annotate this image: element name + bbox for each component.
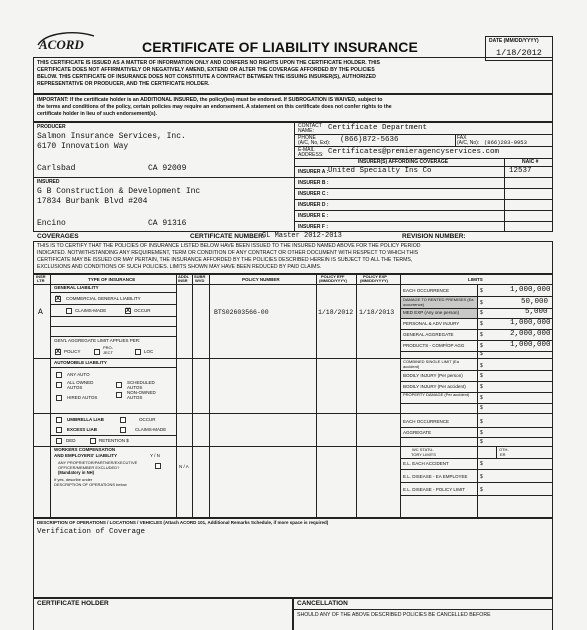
umbrella-claims-checkbox[interactable] [120, 427, 126, 433]
disclaimer-line-3: BELOW. THIS CERTIFICATE OF INSURANCE DOES NOT CONSTITUTE A CONTRACT BETWEEN THE ISSUING INSURER(S), AUTHORIZED [37, 74, 376, 80]
gl-policy-opt: POLICY [64, 349, 81, 354]
gl-eff-date: 1/18/2012 [318, 309, 354, 316]
email-label-1: E-MAIL [298, 147, 315, 153]
acord-logo [36, 30, 98, 52]
non-owned-checkbox[interactable] [116, 392, 122, 398]
auto-scheduled: SCHEDULED AUTOS [127, 380, 155, 390]
all-owned-checkbox[interactable] [56, 382, 62, 388]
col-limits: LIMITS [468, 277, 483, 282]
insurer-f-label: INSURER F : [298, 224, 328, 230]
gl-insr-ltr: A [38, 308, 43, 317]
dollar-sign: $ [480, 300, 483, 306]
gl-aggregate-label: GEN'L AGGREGATE LIMIT APPLIES PER: [54, 338, 141, 343]
dollar-sign: $ [480, 461, 483, 467]
wc-header-2: AND EMPLOYERS' LIABILITY [54, 453, 118, 458]
umbrella-limit-label: AGGREGATE [403, 430, 432, 435]
gl-limit-value: 5,000 [525, 308, 548, 316]
description-label: DESCRIPTION OF OPERATIONS / LOCATIONS / VEHICLES (Attach ACORD 101, Additional Remarks Schedule, if more space is required) [37, 520, 329, 525]
gl-limit-label: EACH OCCURRENCE [403, 288, 450, 293]
producer-state-zip: CA 92009 [148, 164, 187, 173]
wc-yn: Y / N [150, 453, 160, 458]
auto-non-owned: NON-OWNED AUTOS [127, 390, 156, 400]
disclaimer-line-2: CERTIFICATE DOES NOT AFFIRMATIVELY OR NEGATIVELY AMEND, EXTEND OR ALTER THE COVERAGE AFFORDED BY THE POLICIES [37, 67, 375, 73]
policy-checkbox[interactable] [55, 349, 61, 355]
col-eff-2: (MM/DD/YYYY) [319, 278, 347, 283]
col-subr-1: SUBR [194, 274, 206, 279]
col-exp-1: POLICY EXP [363, 274, 387, 279]
description-text: Verification of Coverage [37, 528, 146, 536]
insurer-b-label: INSURER B : [298, 180, 329, 186]
gl-project-opt-2: JECT [103, 350, 113, 355]
retention-checkbox[interactable] [90, 438, 96, 444]
important-line-1: IMPORTANT: If the certificate holder is an ADDITIONAL INSURED, the policy(ies) must be endorsed. If SUBROGATION IS WAIVED, subject to [37, 97, 383, 103]
claims-made-checkbox[interactable] [66, 308, 72, 314]
wc-limit-label: E.L. EACH ACCIDENT [403, 461, 449, 466]
col-type: TYPE OF INSURANCE [88, 277, 136, 282]
wc-statu: WC STATU- [412, 447, 434, 452]
dollar-sign: $ [480, 351, 483, 357]
wc-describe-2: DESCRIPTION OF OPERATIONS below [54, 482, 127, 487]
coverage-statement-3: CERTIFICATE MAY BE ISSUED OR MAY PERTAIN, THE INSURANCE AFFORDED BY THE POLICIES DESCRIBED HEREIN IS SUBJECT TO ALL THE TERMS, [37, 257, 413, 263]
commercial-gl-checkbox[interactable] [55, 296, 61, 302]
umbrella-limit-label: EACH OCCURRENCE [403, 419, 450, 424]
disclaimer-line-4: REPRESENTATIVE OR PRODUCER, AND THE CERTIFICATE HOLDER. [37, 81, 210, 87]
wc-na: N / A [179, 464, 189, 469]
producer-label: PRODUCER [37, 124, 66, 130]
dollar-sign: $ [480, 439, 483, 445]
insurer-a-label: INSURER A : [298, 169, 329, 175]
date-value: 1/18/2012 [496, 48, 542, 58]
wc-oth: OTH- [499, 447, 509, 452]
umbrella-occur-checkbox[interactable] [120, 417, 126, 423]
umbrella-liab: UMBRELLA LIAB [67, 417, 104, 422]
hired-checkbox[interactable] [56, 395, 62, 401]
logo-text: ACORD [39, 37, 84, 52]
email-label-2: ADDRESS: [298, 152, 324, 158]
umbrella-checkbox[interactable] [56, 417, 62, 423]
auto-all-owned: ALL OWNED AUTOS [67, 380, 94, 390]
naic-label: NAIC # [522, 159, 539, 165]
gl-limit-label: PERSONAL & ADV INJURY [403, 321, 460, 326]
auto-limit-label: BODILY INJURY (Per accident) [403, 384, 466, 389]
wc-proprietor-1: ANY PROPRIETOR/PARTNER/EXECUTIVE [58, 460, 138, 465]
any-auto-checkbox[interactable] [56, 372, 62, 378]
dollar-sign: $ [480, 487, 483, 493]
wc-mandatory: (Mandatory in NH) [58, 470, 95, 475]
gl-header: GENERAL LIABILITY [54, 285, 99, 290]
umbrella-retention: RETENTION $ [99, 438, 129, 443]
producer-city: Carlsbad [37, 164, 76, 173]
wc-excluded-checkbox[interactable] [155, 463, 161, 469]
gl-limit-label: GENERAL AGGREGATE [403, 332, 454, 337]
ded-checkbox[interactable] [56, 438, 62, 444]
wc-header-1: WORKERS COMPENSATION [54, 447, 116, 452]
date-label: DATE (MM/DD/YYYY) [489, 38, 539, 44]
wc-limit-label: E.L. DISEASE - POLICY LIMIT [403, 487, 465, 492]
excess-liab: EXCESS LIAB [67, 427, 98, 432]
dollar-sign: $ [480, 363, 483, 369]
dollar-sign: $ [480, 395, 483, 401]
cancellation-label: CANCELLATION [297, 600, 348, 607]
dollar-sign: $ [480, 419, 483, 425]
umbrella-claims-made: CLAIMS-MADE [135, 427, 167, 432]
insured-name: G B Construction & Development Inc [37, 187, 201, 196]
cert-number: GL Master 2012-2013 [262, 232, 342, 240]
umbrella-occur: OCCUR [139, 417, 156, 422]
wc-limit-label: E.L. DISEASE - EA EMPLOYEE [403, 474, 468, 479]
excess-checkbox[interactable] [56, 427, 62, 433]
coverages-label: COVERAGES [37, 233, 79, 240]
dollar-sign: $ [480, 373, 483, 379]
col-addl-1: ADDL [178, 274, 190, 279]
cert-number-label: CERTIFICATE NUMBER: [190, 233, 265, 240]
contact-name-label-1: CONTACT [298, 123, 322, 129]
important-line-3: certificate holder in lieu of such endorsement(s). [37, 111, 157, 117]
page-title: CERTIFICATE OF LIABILITY INSURANCE [142, 39, 418, 55]
umbrella-ded: DED [66, 438, 76, 443]
col-eff-1: POLICY EFF [321, 274, 345, 279]
dollar-sign: $ [480, 384, 483, 390]
gl-limit-value: 1,000,000 [510, 319, 551, 327]
insurer-d-label: INSURER D : [298, 202, 329, 208]
producer-name: Salmon Insurance Services, Inc. [37, 132, 186, 141]
cancellation-text: SHOULD ANY OF THE ABOVE DESCRIBED POLICIES BE CANCELLED BEFORE [297, 612, 491, 618]
occur-checkbox[interactable] [125, 308, 131, 314]
auto-limit-label: BODILY INJURY (Per person) [403, 373, 463, 378]
coverage-statement-4: EXCLUSIONS AND CONDITIONS OF SUCH POLICIES. LIMITS SHOWN MAY HAVE BEEN REDUCED BY PAID CLAIMS. [37, 264, 322, 270]
dollar-sign: $ [480, 474, 483, 480]
dollar-sign: $ [480, 321, 483, 327]
insurer-a-naic: 12537 [509, 167, 532, 175]
gl-loc-opt: LOC [144, 349, 154, 354]
auto-hired: HIRED AUTOS [67, 395, 98, 400]
col-addl-2: INSR [178, 278, 188, 283]
gl-project-opt-1: PRO- [103, 345, 113, 350]
important-line-2: the terms and conditions of the policy, certain policies may require an endorsement. A statement on this certificate does not confer rights to the [37, 104, 392, 110]
dollar-sign: $ [480, 288, 483, 294]
contact-email: Certificates@premieragencyservices.com [328, 148, 500, 156]
contact-name-label-2: NAME: [298, 128, 314, 134]
wc-proprietor-2: OFFICER/MEMBER EXCLUDED? [58, 465, 120, 470]
gl-limit-value: 2,000,000 [510, 330, 551, 338]
gl-limit-label: PRODUCTS - COMP/OP AGG [403, 343, 465, 348]
col-insr-2: LTR [37, 278, 45, 283]
gl-limit-value: 50,000 [521, 298, 549, 306]
gl-limit-value: 1,000,000 [510, 341, 551, 349]
coverage-statement-2: INDICATED. NOTWITHSTANDING ANY REQUIREMENT, TERM OR CONDITION OF ANY CONTRACT OR OTHER DOCUMENT WITH RESPECT TO WHICH THIS [37, 250, 419, 256]
col-policy: POLICY NUMBER [242, 277, 280, 282]
gl-limit-value: 1,000,000 [510, 286, 551, 294]
dollar-sign: $ [480, 310, 483, 316]
scheduled-checkbox[interactable] [116, 382, 122, 388]
insured-label: INSURED [37, 179, 60, 185]
fax-label-1: FAX [457, 135, 467, 141]
phone-label-2: (A/C, No, Ext): [298, 140, 331, 146]
insurer-e-label: INSURER E : [298, 213, 329, 219]
coverage-statement-1: THIS IS TO CERTIFY THAT THE POLICIES OF INSURANCE LISTED BELOW HAVE BEEN ISSUED TO THE INSURED NAMED ABOVE FOR THE POLICY PERIOD [37, 243, 421, 249]
contact-fax: (866)203-9953 [484, 139, 527, 146]
disclaimer-line-1: THIS CERTIFICATE IS ISSUED AS A MATTER OF INFORMATION ONLY AND CONFERS NO RIGHTS UPON THE CERTIFICATE HOLDER. THIS [37, 60, 380, 66]
auto-any: ANY AUTO [67, 372, 90, 377]
col-exp-2: (MM/DD/YYYY) [360, 278, 388, 283]
gl-exp-date: 1/18/2013 [359, 309, 395, 316]
gl-claims-made: CLAIMS-MADE [75, 308, 107, 313]
revision-label: REVISION NUMBER: [402, 233, 466, 240]
gl-commercial: COMMERCIAL GENERAL LIABILITY [66, 296, 141, 301]
dollar-sign: $ [480, 332, 483, 338]
auto-limit-label: PROPERTY DAMAGE (Per accident) [403, 392, 470, 397]
gl-limit-label: MED EXP (Any one person) [403, 310, 459, 315]
insured-street: 17834 Burbank Blvd #204 [37, 197, 148, 206]
insured-city: Encino [37, 219, 66, 228]
dollar-sign: $ [480, 405, 483, 411]
wc-er: ER [500, 452, 506, 457]
certificate-holder-label: CERTIFICATE HOLDER [37, 600, 109, 607]
gl-limit-label: DAMAGE TO RENTED PREMISES (Ea occurrence) [403, 297, 474, 307]
dollar-sign: $ [480, 343, 483, 349]
contact-phone: (866)872-5636 [340, 136, 399, 144]
insurers-header: INSURER(S) AFFORDING COVERAGE [358, 159, 449, 165]
gl-policy-number: BTS02603566-00 [214, 309, 269, 316]
col-subr-2: WVD [195, 278, 205, 283]
auto-limit-label: COMBINED SINGLE LIMIT (Ea accident) [403, 359, 459, 369]
wc-describe-1: If yes, describe under [54, 477, 93, 482]
dollar-sign: $ [480, 430, 483, 436]
contact-name: Certificate Department [328, 124, 428, 132]
col-insr-1: INSR [36, 274, 46, 279]
loc-checkbox[interactable] [135, 349, 141, 355]
project-checkbox[interactable] [94, 349, 100, 355]
fax-label-2: (A/C, No): [457, 140, 480, 146]
insurer-c-label: INSURER C : [298, 191, 329, 197]
phone-label-1: PHONE [298, 135, 316, 141]
insured-state-zip: CA 91316 [148, 219, 187, 228]
auto-header: AUTOMOBILE LIABILITY [54, 360, 107, 365]
wc-tory-limits: TORY LIMITS [411, 452, 436, 457]
producer-street: 6170 Innovation Way [37, 142, 129, 151]
gl-occur: OCCUR [134, 308, 151, 313]
insurer-a-name: United Specialty Ins Co [328, 167, 432, 175]
